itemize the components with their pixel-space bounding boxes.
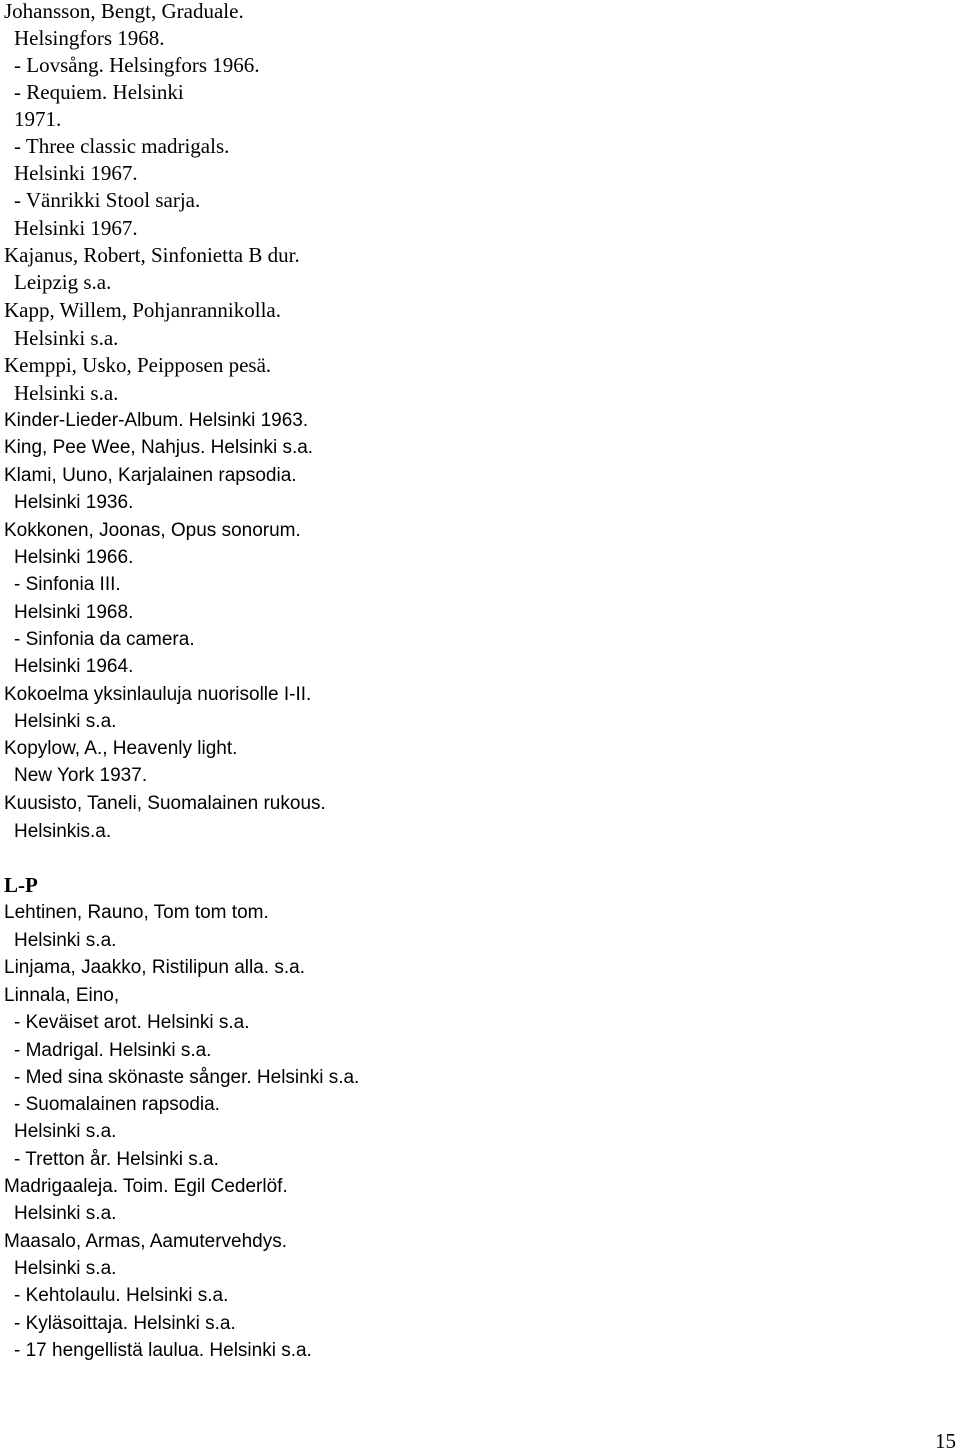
entry-line: Helsingfors 1968. [14,26,165,50]
entry-line: New York 1937. [14,765,148,786]
entry-line: Helsinki 1967. [14,216,138,240]
page-number: 15 [935,1429,956,1453]
entry-line: - Sinfonia da camera. [14,629,195,650]
entry-line: Johansson, Bengt, Graduale. [4,0,244,23]
entry-line: - Three classic madrigals. [14,134,230,158]
entry-line: Helsinki 1966. [14,547,134,568]
entry-line: - Med sina skönaste sånger. Helsinki s.a. [14,1067,360,1088]
entry-line: Helsinki s.a. [14,930,117,951]
entry-line: - Madrigal. Helsinki s.a. [14,1040,212,1061]
entry-line: Kapp, Willem, Pohjanrannikolla. [4,298,281,322]
entry-line: Helsinki s.a. [14,381,119,405]
entry-line: - Sinfonia III. [14,574,121,595]
entry-line: Helsinki s.a. [14,711,117,732]
entry-line: Leipzig s.a. [14,270,112,294]
section-heading: L-P [4,873,38,897]
entry-line: Maasalo, Armas, Aamutervehdys. [4,1231,288,1252]
entry-line: Madrigaaleja. Toim. Egil Cederlöf. [4,1176,288,1197]
entry-line: - Requiem. Helsinki [14,80,184,104]
entry-line: - Vänrikki Stool sarja. [14,188,201,212]
entry-line: Kinder-Lieder-Album. Helsinki 1963. [4,410,309,431]
entry-line: Kajanus, Robert, Sinfonietta B dur. [4,243,300,267]
entry-line: Helsinki 1936. [14,492,134,513]
entry-line: Klami, Uuno, Karjalainen rapsodia. [4,465,297,486]
entry-line: Kuusisto, Taneli, Suomalainen rukous. [4,793,326,814]
entry-line: 1971. [14,107,62,131]
entry-line: Lehtinen, Rauno, Tom tom tom. [4,902,269,923]
entry-line: Helsinki s.a. [14,1258,117,1279]
entry-line: Helsinkis.a. [14,821,112,842]
entry-line: Kokkonen, Joonas, Opus sonorum. [4,520,301,541]
entry-line: Kemppi, Usko, Peipposen pesä. [4,353,272,377]
entry-line: Kopylow, A., Heavenly light. [4,738,238,759]
entry-line: - Keväiset arot. Helsinki s.a. [14,1012,250,1033]
entry-line: Linnala, Eino, [4,985,120,1006]
entry-line: Kokoelma yksinlauluja nuorisolle I-II. [4,684,312,705]
entry-line: - Kehtolaulu. Helsinki s.a. [14,1285,229,1306]
entry-line: Helsinki s.a. [14,1121,117,1142]
entry-line: Helsinki s.a. [14,1203,117,1224]
entry-line: Helsinki 1964. [14,656,134,677]
entry-line: - Suomalainen rapsodia. [14,1094,220,1115]
entry-line: Helsinki s.a. [14,326,119,350]
entry-line: Helsinki 1967. [14,161,138,185]
entry-line: - Tretton år. Helsinki s.a. [14,1149,219,1170]
entry-line: King, Pee Wee, Nahjus. Helsinki s.a. [4,437,314,458]
entry-line: - Kyläsoittaja. Helsinki s.a. [14,1313,236,1334]
entry-line: Helsinki 1968. [14,602,134,623]
entry-line: Linjama, Jaakko, Ristilipun alla. s.a. [4,957,305,978]
entry-line: - Lovsång. Helsingfors 1966. [14,53,260,77]
entry-line: - 17 hengellistä laulua. Helsinki s.a. [14,1340,312,1361]
